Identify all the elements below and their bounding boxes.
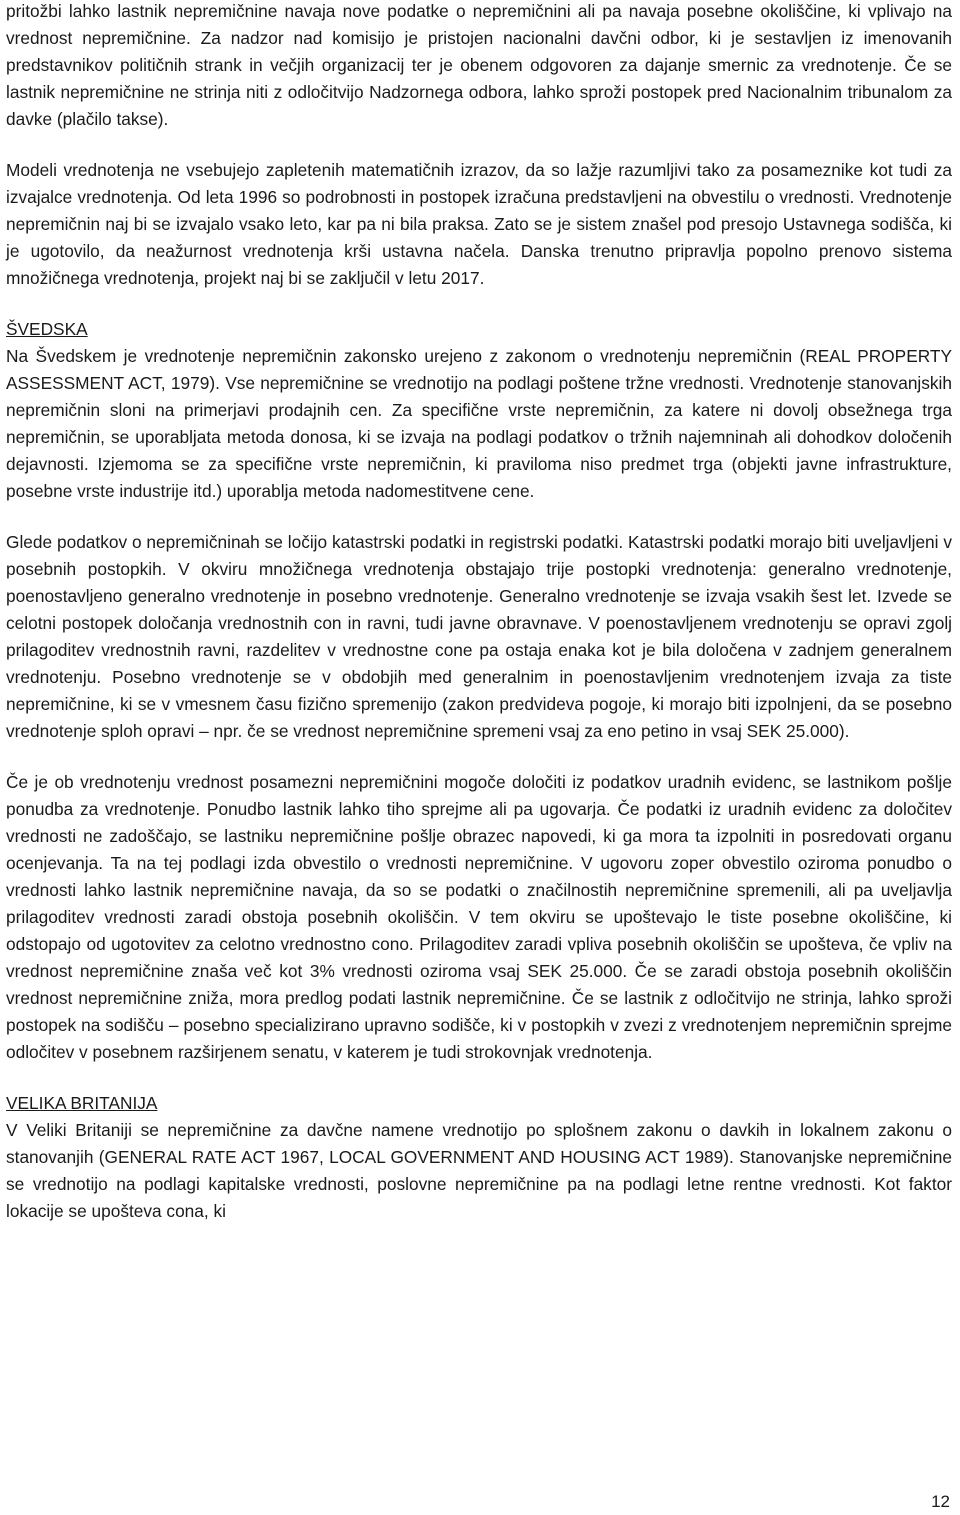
document-page xyxy=(6,0,952,1225)
section-heading-sweden: ŠVEDSKA xyxy=(6,319,88,339)
sweden-paragraph-1: Na Švedskem je vrednotenje nepremičnin zakonsko urejeno z zakonom o vrednotenju nepremičnin (REAL PROPERTY ASSESSMENT ACT, 1979). Vse nepremičnine se vrednotijo na podlagi poštene tržne vrednosti. Vrednotenje stanovanjskih nepremičnin sloni na primerjavi prodajnih cen. Za specifične vrste nepremičnin, za katere ni dovolj obsežnega trga nepremičnin, se uporabljata metoda donosa, ki se izvaja na podlagi podatkov o tržnih najemninah ali dohodkov določenih dejavnosti. Izjemoma se za specifične vrste nepremičnin, ki praviloma niso predmet trga (objekti javne infrastrukture, posebne vrste industrije itd.) uporablja metoda nadomestitvene cene. xyxy=(6,346,952,501)
intro-paragraph-2: Modeli vrednotenja ne vsebujejo zapletenih matematičnih izrazov, da so lažje razumljivi tako za posameznike kot tudi za izvajalce vrednotenja. Od leta 1996 so podrobnosti in postopek izračuna predstavljeni na obvestilu o vrednosti. Vrednotenje nepremičnin naj bi se izvajalo vsako leto, kar pa ni bila praksa. Zato se je sistem znašel pod presojo Ustavnega sodišča, ki je ugotovilo, da neažurnost vrednotenja krši ustavna načela. Danska trenutno pripravlja popolno prenovo sistema množičnega vrednotenja, projekt naj bi se zaključil v letu 2017. xyxy=(6,160,952,288)
intro-paragraph-1: pritožbi lahko lastnik nepremičnine navaja nove podatke o nepremičnini ali pa navaja posebne okoliščine, ki vplivajo na vrednost nepremičnine. Za nadzor nad komisijo je pristojen nacionalni davčni odbor, ki je sestavljen iz imenovanih predstavnikov političnih strank in večjih organizacij ter je obenem odgovoren za dajanje smernic za vrednotenje. Če se lastnik nepremičnine ne strinja niti z odločitvijo Nadzornega odbora, lahko sproži postopek pred Nacionalnim tribunalom za davke (plačilo takse). xyxy=(6,1,952,129)
section-heading-uk: VELIKA BRITANIJA xyxy=(6,1093,158,1113)
sweden-paragraph-3: Če je ob vrednotenju vrednost posamezni nepremičnini mogoče določiti iz podatkov uradnih evidenc, se lastnikom pošlje ponudba za vrednotenje. Ponudbo lastnik lahko tiho sprejme ali pa ugovarja. Če podatki iz uradnih evidenc za določitev vrednosti ne zadoščajo, se lastniku nepremičnine pošlje obrazec napovedi, ki ga mora ta izpolniti in posredovati organu ocenjevanja. Ta na tej podlagi izda obvestilo o vrednosti nepremičnine. V ugovoru zoper obvestilo oziroma ponudbo o vrednosti lahko lastnik nepremičnine navaja, da so se podatki o značilnostih nepremičnine spremenili, ali pa uveljavlja prilagoditev vrednosti zaradi obstoja posebnih okoliščin. V tem okviru se upoštevajo le tiste posebne okoliščine, ki odstopajo od ugotovitev za celotno vrednostno cono. Prilagoditev zaradi vpliva posebnih okoliščin se upošteva, če vpliv na vrednost nepremičnine znaša več kot 3% vrednosti oziroma vsaj SEK 25.000. Če se zaradi obstoja posebnih okoliščin vrednost nepremičnine zniža, mora predlog podati lastnik nepremičnine. Če se lastnik z odločitvijo ne strinja, lahko sproži postopek na sodišču – posebno specializirano upravno sodišče, ki v postopkih v zvezi z vrednotenjem nepremičnin sprejme odločitev v posebnem razširjenem senatu, v katerem je tudi strokovnjak vrednotenja. xyxy=(6,772,952,1062)
sweden-paragraph-2: Glede podatkov o nepremičninah se ločijo katastrski podatki in registrski podatki. Katastrski podatki morajo biti uveljavljeni v posebnih postopkih. V okviru množičnega vrednotenja obstajajo trije postopki vrednotenja: generalno vrednotenje, poenostavljeno generalno vrednotenje in posebno vrednotenje. Generalno vrednotenje se izvaja vsakih šest let. Izvede se celotni postopek določanja vrednostnih con in ravni, tudi javne obravnave. V poenostavljenem vrednotenju se opravi zgolj prilagoditev vrednostnih ravni, razdelitev v vrednostne cone pa ostaja enaka kot je bila določena v zadnjem generalnem vrednotenju. Posebno vrednotenje se v obdobjih med generalnim in poenostavljenim vrednotenjem izvaja za tiste nepremičnine, ki se v vmesnem času fizično spremenijo (zakon predvideva pogoje, ki morajo biti izpolnjeni, da se posebno vrednotenje sploh opravi – npr. če se vrednost nepremičnine spremeni vsaj za eno petino in vsaj SEK 25.000). xyxy=(6,532,952,741)
page-number: 12 xyxy=(931,1492,950,1511)
uk-paragraph-1: V Veliki Britaniji se nepremičnine za davčne namene vrednotijo po splošnem zakonu o davkih in lokalnem zakonu o stanovanjih (GENERAL RATE ACT 1967, LOCAL GOVERNMENT AND HOUSING ACT 1989). Stanovanjske nepremičnine se vrednotijo na podlagi kapitalske vrednosti, poslovne nepremičnine pa na podlagi letne rentne vrednosti. Kot faktor lokacije se upošteva cona, ki xyxy=(6,1120,952,1221)
